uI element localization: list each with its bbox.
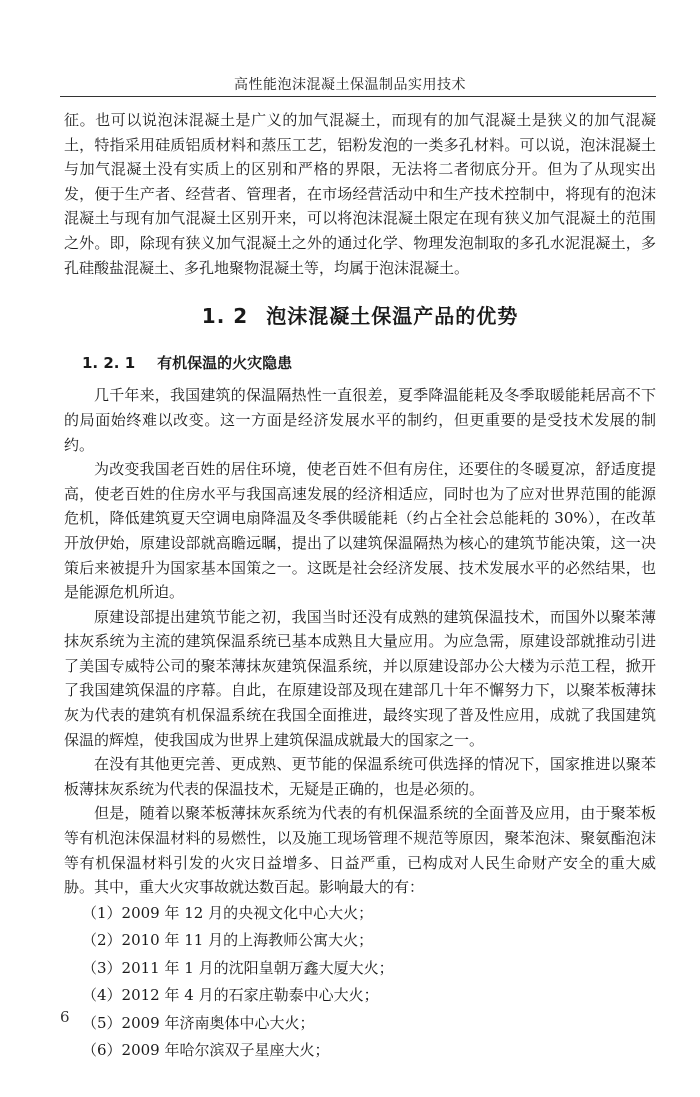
body-text: [64, 108, 656, 1065]
subsection-number: 1. 2. 1: [82, 353, 136, 372]
running-header: 高性能泡沫混凝土保温制品实用技术: [234, 77, 466, 93]
section-number: 1. 2: [201, 304, 249, 329]
list-item: （5）2009 年济南奥体中心大火；: [82, 1013, 315, 1032]
fire-incident-list: [64, 900, 656, 1065]
paragraph: 几千年来，我国建筑的保温隔热性一直很差，夏季降温能耗及冬季取暖能耗居高不下的局面始终难以改变。这一方面是经济发展水平的制约，但更重要的是受技术发展的制约。: [64, 386, 656, 454]
list-item: （4）2012 年 4 月的石家庄勒泰中心大火；: [82, 986, 379, 1005]
paragraph: 原建设部提出建筑节能之初，我国当时还没有成熟的建筑保温技术，而国外以聚苯薄抹灰系统为主流的建筑保温系统已基本成熟且大量应用。为应急需，原建设部就推动引进了美国专威特公司的聚苯薄抹灰建筑保温系统，并以原建设部办公大楼为示范工程，掀开了我国建筑保温的序幕。自此，在原建设部及现在建部几十年不懈努力下，以聚苯板薄抹灰为代表的建筑有机保温系统在我国全面推进，最终实现了普及性应用，成就了我国建筑保温的辉煌，使我国成为世界上建筑保温成就最大的国家之一。: [64, 607, 656, 749]
section-heading: [64, 304, 656, 329]
paragraph: 在没有其他更完善、更成熟、更节能的保温系统可供选择的情况下，国家推进以聚苯板薄抹灰系统为代表的保温技术，无疑是正确的，也是必须的。: [64, 755, 656, 798]
section-title: 泡沫混凝土保温产品的优势: [266, 304, 519, 329]
paragraph: 为改变我国老百姓的居住环境，使老百姓不但有房住，还要住的冬暖夏凉，舒适度提高，使老百姓的住房水平与我国高速发展的经济相适应，同时也为了应对世界范围的能源危机，降低建筑夏天空调电扇降温及冬季供暖能耗（约占全社会总能耗的 30%），在改革开放伊始，原建设部就高瞻远瞩，提出了以建筑保温隔热为核心的建筑节能决策，这一决策后来被提升为国家基本国策之一。这既是社会经济发展、技术发展水平的必然结果，也是能源危机所迫。: [64, 460, 656, 602]
subsection-heading: [82, 351, 656, 376]
list-item: （1）2009 年 12 月的央视文化中心大火；: [82, 903, 374, 922]
paragraph-continued: 征。也可以说泡沫混凝土是广义的加气混凝土，而现有的加气混凝土是狭义的加气混凝土，特指采用硅质铝质材料和蒸压工艺，铝粉发泡的一类多孔材料。可以说，泡沫混凝土与加气混凝土没有实质上的区别和严格的界限，无法将二者彻底分开。但为了从现实出发，便于生产者、经营者、管理者，在市场经营活动中和生产技术控制中，将现有的泡沫混凝土与现有加气混凝土区别开来，可以将泡沫混凝土限定在现有狭义加气混凝土的范围之外。即，除现有狭义加气混凝土之外的通过化学、物理发泡制取的多孔水泥混凝土，多孔硅酸盐混凝土、多孔地聚物混凝土等，均属于泡沫混凝土。: [64, 111, 656, 277]
paragraph: 但是，随着以聚苯板薄抹灰系统为代表的有机保温系统的全面普及应用，由于聚苯板等有机泡沫保温材料的易燃性，以及施工现场管理不规范等原因，聚苯泡沫、聚氨酯泡沫等有机保温材料引发的火灾日益增多、日益严重，已构成对人民生命财产安全的重大威胁。其中，重大火灾事故就达数百起。影响最大的有：: [64, 804, 656, 897]
list-item: （6）2009 年哈尔滨双子星座大火；: [82, 1041, 330, 1060]
list-item: （3）2011 年 1 月的沈阳皇朝万鑫大厦大火；: [82, 958, 394, 977]
subsection-title: 有机保温的火灾隐患: [157, 353, 293, 372]
page-number: 6: [60, 1008, 70, 1026]
header-rule: [60, 96, 656, 97]
list-item: （2）2010 年 11 月的上海教师公寓大火；: [82, 931, 374, 950]
